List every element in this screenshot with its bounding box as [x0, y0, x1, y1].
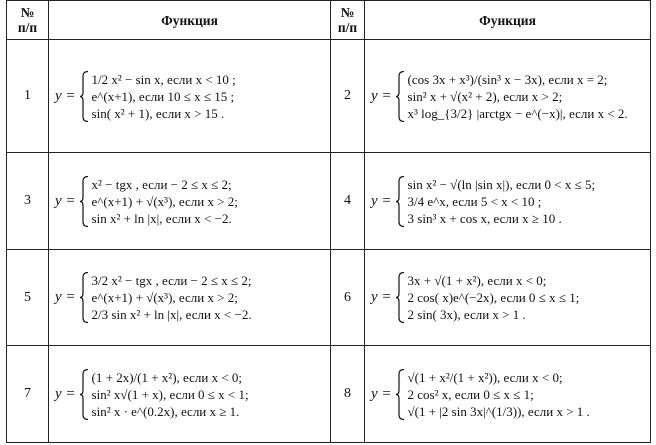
func-header-left: Функция	[49, 1, 331, 40]
left-brace-icon	[395, 369, 405, 420]
function-table	[6, 0, 651, 443]
function-table-sheet	[6, 0, 650, 445]
function-case: sin² x · e^(0.2x), если x ≥ 1.	[91, 403, 240, 419]
function-cell-left	[49, 250, 331, 346]
piecewise-function	[371, 272, 646, 323]
function-case: e^(x+1), если 10 ≤ x ≤ 15 ;	[91, 88, 235, 104]
function-case: 3/2 x² − tgx , если − 2 ≤ x ≤ 2;	[91, 273, 252, 288]
piecewise-function	[371, 176, 646, 227]
table-row	[7, 250, 651, 346]
header-row	[7, 1, 651, 40]
left-brace-icon	[395, 272, 405, 323]
table-row	[7, 40, 651, 153]
num-header-right: № п/п	[331, 1, 365, 40]
piecewise-function	[371, 71, 646, 122]
piecewise-function	[55, 71, 326, 122]
function-cases	[92, 71, 236, 122]
row-number-right: 4	[331, 153, 365, 250]
function-cases	[408, 176, 596, 227]
function-case: 3/4 e^x, если 5 < x < 10 ;	[407, 193, 542, 209]
function-case: (cos 3x + x³)/(sin³ x − 3x), если x = 2;	[407, 71, 608, 87]
function-cell-right	[365, 40, 651, 153]
function-case: 2 sin( 3x), если x > 1 .	[407, 307, 526, 322]
function-lhs: y =	[371, 87, 392, 104]
function-cell-left	[49, 153, 331, 250]
function-case: 3x + √(1 + x²), если x < 0;	[407, 273, 547, 288]
function-case: sin( x² + 1), если x > 15 .	[91, 105, 225, 121]
function-case: sin² x + √(x² + 2), если x > 2;	[407, 88, 563, 104]
piecewise-function	[55, 369, 326, 420]
piecewise-function	[371, 369, 646, 420]
row-number-right: 6	[331, 250, 365, 346]
func-header-right: Функция	[365, 1, 651, 40]
function-cell-left	[49, 40, 331, 153]
row-number-right: 2	[331, 40, 365, 153]
function-case: √(1 + x²/(1 + x²)), если x < 0;	[407, 369, 563, 385]
function-case: √(1 + |2 sin 3x|^(1/3)), если x > 1 .	[407, 403, 590, 419]
left-brace-icon	[79, 272, 89, 323]
table-row	[7, 346, 651, 443]
left-brace-icon	[395, 176, 405, 227]
row-number-left: 3	[7, 153, 49, 250]
function-cases	[92, 369, 249, 420]
function-lhs: y =	[371, 385, 392, 402]
function-cases	[408, 71, 628, 122]
function-case: 2 cos² x, если 0 ≤ x ≤ 1;	[407, 386, 534, 402]
function-cell-right	[365, 346, 651, 443]
row-number-right: 8	[331, 346, 365, 443]
function-case: (1 + 2x)/(1 + x²), если x < 0;	[91, 369, 243, 385]
function-cell-right	[365, 250, 651, 346]
function-cases	[408, 272, 580, 323]
function-cases	[92, 272, 252, 323]
function-lhs: y =	[55, 87, 76, 104]
function-case: sin² x√(1 + x), если 0 ≤ x < 1;	[91, 386, 249, 402]
function-lhs: y =	[371, 289, 392, 305]
piecewise-function	[55, 272, 326, 323]
left-brace-icon	[395, 71, 405, 122]
left-brace-icon	[79, 369, 89, 420]
function-case: x² − tgx , если − 2 ≤ x ≤ 2;	[91, 176, 232, 192]
function-cell-right	[365, 153, 651, 250]
left-brace-icon	[79, 71, 89, 122]
function-case: sin x² + ln |x|, если x < −2.	[91, 210, 232, 226]
row-number-left: 7	[7, 346, 49, 443]
function-lhs: y =	[55, 289, 76, 305]
function-case: sin x² − √(ln |sin x|), если 0 < x ≤ 5;	[407, 176, 596, 192]
function-case: x³ log_{3/2} |arctgx − e^(−x)|, если x < 2.	[407, 105, 628, 121]
function-lhs: y =	[55, 385, 76, 402]
function-case: 3 sin³ x + cos x, если x ≥ 10 .	[407, 210, 562, 226]
row-number-left: 1	[7, 40, 49, 153]
function-case: 1/2 x² − sin x, если x < 10 ;	[91, 71, 236, 87]
piecewise-function	[55, 176, 326, 227]
row-number-left: 5	[7, 250, 49, 346]
function-case: e^(x+1) + √(x³), если x > 2;	[91, 290, 238, 305]
function-case: 2/3 sin x² + ln |x|, если x < −2.	[91, 307, 252, 322]
function-cell-left	[49, 346, 331, 443]
num-header-left: № п/п	[7, 1, 49, 40]
left-brace-icon	[79, 176, 89, 227]
function-lhs: y =	[371, 192, 392, 209]
function-cases	[408, 369, 590, 420]
table-row	[7, 153, 651, 250]
function-cases	[92, 176, 238, 227]
function-case: 2 cos( x)e^(−2x), если 0 ≤ x ≤ 1;	[407, 290, 580, 305]
function-case: e^(x+1) + √(x³), если x > 2;	[91, 193, 238, 209]
function-lhs: y =	[55, 192, 76, 209]
